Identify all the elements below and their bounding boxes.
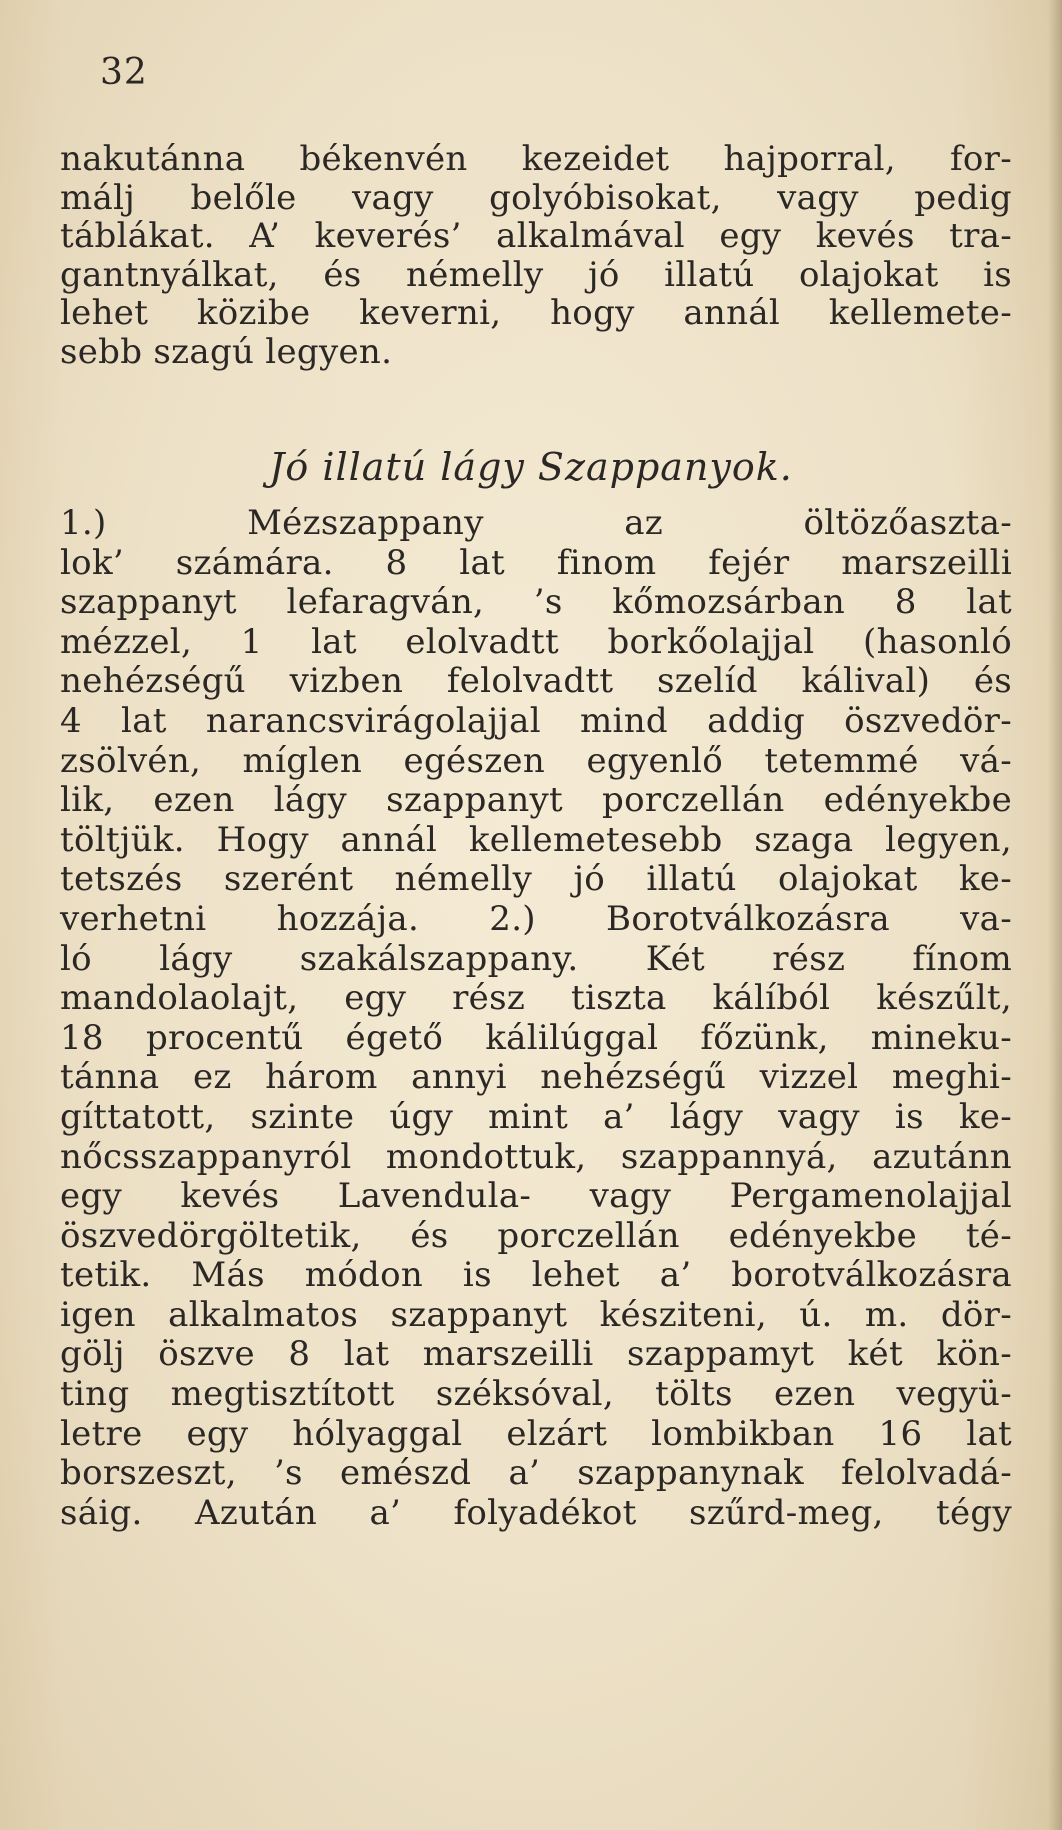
- text-line: nőcsszappanyról mondottuk, szappannyá, azutánn: [60, 1136, 1012, 1177]
- page-edge-shadow: [1048, 0, 1062, 1830]
- text-line: 4 lat narancsvirágolajjal mind addig öszvedör-: [60, 700, 1012, 741]
- text-line: lik, ezen lágy szappanyt porczellán edényekbe: [60, 780, 1012, 821]
- text-line: gölj öszve 8 lat marszeilli szappamyt két kön-: [60, 1334, 1012, 1375]
- text-line: ting megtisztított széksóval, tölts ezen vegyü-: [60, 1374, 1012, 1415]
- text-line: egy kevés Lavendula- vagy Pergamenolajjal: [60, 1176, 1012, 1217]
- text-line: táblákat. A’ keverés’ alkalmával egy kevés tra-: [60, 216, 1012, 257]
- text-line: lok’ számára. 8 lat finom fejér marszeilli: [60, 542, 1012, 583]
- text-line: lehet közibe keverni, hogy annál kellemete-: [60, 293, 1012, 334]
- page-number: 32: [100, 52, 148, 93]
- text-line: nehézségű vizben felolvadtt szelíd kálival) és: [60, 661, 1012, 702]
- text-line: mandolaolajt, egy rész tiszta kálíból készűlt,: [60, 978, 1012, 1019]
- text-line: letre egy hólyaggal elzárt lombikban 16 lat: [60, 1413, 1012, 1454]
- text-line: szappanyt lefaragván, ’s kőmozsárban 8 lat: [60, 582, 1012, 623]
- text-line: borszeszt, ’s emészd a’ szappanynak felolvadá-: [60, 1453, 1012, 1494]
- text-line: gíttatott, szinte úgy mint a’ lágy vagy is ke-: [60, 1096, 1012, 1137]
- text-line: málj belőle vagy golyóbisokat, vagy pedig: [60, 177, 1012, 218]
- text-line: sáig. Azután a’ folyadékot szűrd-meg, tégy: [60, 1492, 1012, 1533]
- paragraph-recipes: [60, 504, 1012, 1533]
- text-line: tetszés szerént némelly jó illatú olajokat ke-: [60, 859, 1012, 900]
- text-line: 18 procentű égető kálilúggal főzünk, mineku-: [60, 1017, 1012, 1058]
- text-line: verhetni hozzája. 2.) Borotválkozásra va-: [60, 898, 1012, 939]
- text-line: töltjük. Hogy annál kellemetesebb szaga legyen,: [60, 819, 1012, 860]
- text-line: ló lágy szakálszappany. Két rész fínom: [60, 938, 1012, 979]
- text-line: tetik. Más módon is lehet a’ borotválkozásra: [60, 1255, 1012, 1296]
- text-line: nakutánna békenvén kezeidet hajporral, for-: [60, 139, 1012, 179]
- text-line: mézzel, 1 lat elolvadtt borkőolajjal (hasonló: [60, 621, 1012, 662]
- paragraph-intro: [60, 140, 1012, 372]
- text-line: zsölvén, míglen egészen egyenlő tetemmé vá-: [60, 740, 1012, 781]
- text-line: igen alkalmatos szappanyt késziteni, ú. m. dör-: [60, 1294, 1012, 1335]
- text-line: tánna ez három annyi nehézségű vizzel meghi-: [60, 1057, 1012, 1098]
- text-line: öszvedörgöltetik, és porczellán edényekbe té-: [60, 1215, 1012, 1256]
- section-heading: Jó illatú lágy Szappanyok.: [269, 445, 793, 489]
- text-line: 1.) Mézszappany az öltözőaszta-: [60, 503, 1012, 543]
- text-line: sebb szagú legyen.: [60, 331, 393, 372]
- text-line: gantnyálkat, és némelly jó illatú olajokat is: [60, 254, 1012, 295]
